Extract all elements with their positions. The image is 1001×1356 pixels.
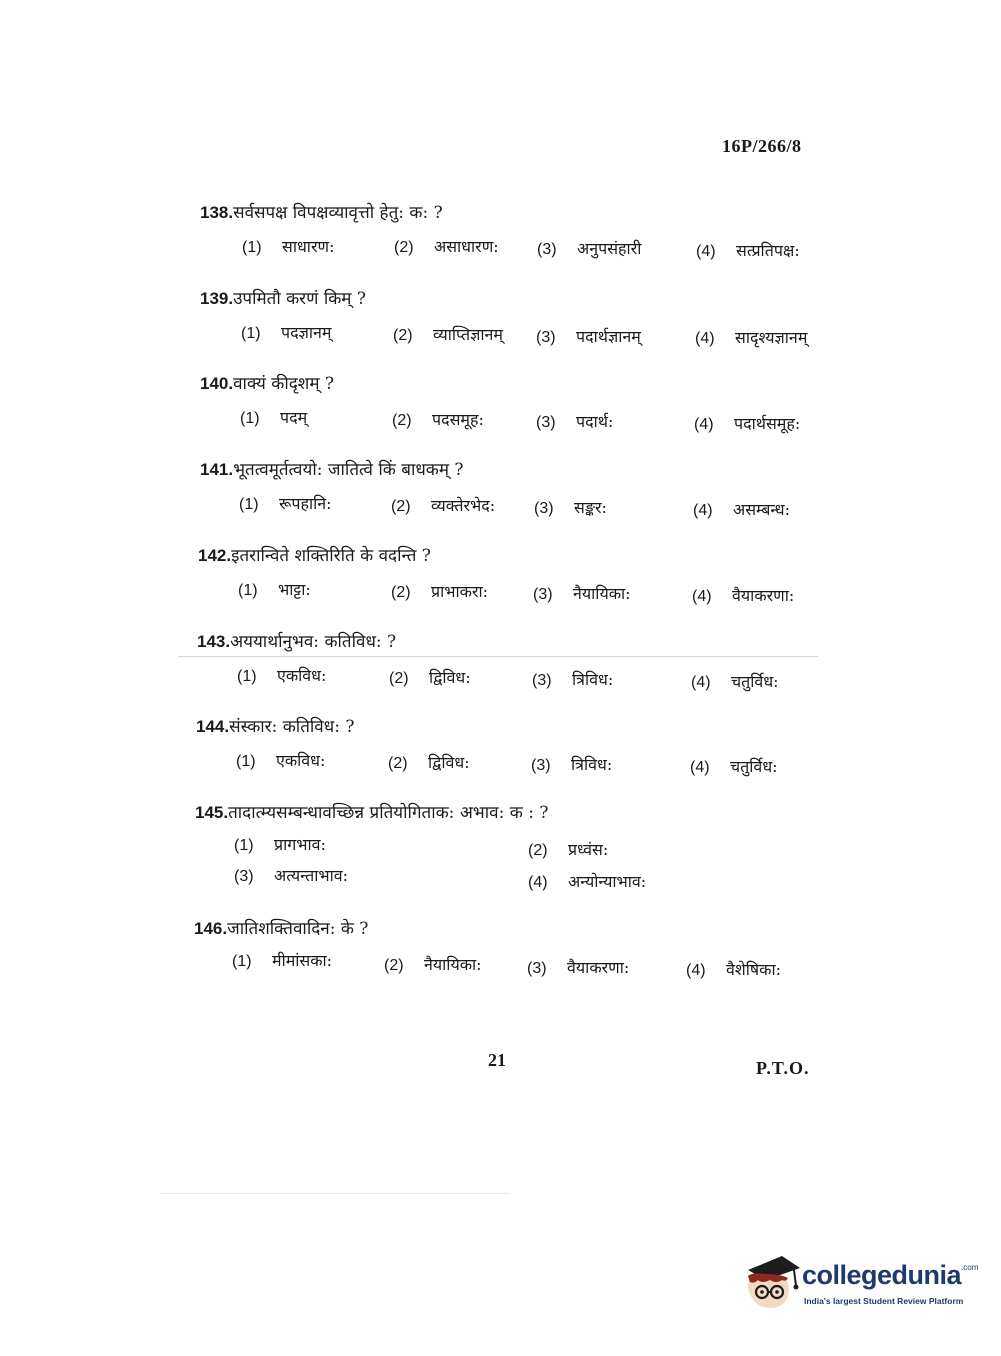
brand-tagline: India's largest Student Review Platform	[804, 1296, 964, 1306]
question-143	[0, 629, 1001, 709]
pto-label: P.T.O.	[756, 1058, 810, 1078]
option-1: (1) एकविध:	[236, 751, 326, 770]
option-1: (1) रूपहानि:	[239, 494, 332, 513]
brand-name: collegedunia$^{.com}$	[802, 1260, 979, 1290]
option-2: (2) व्याप्तिज्ञानम्	[393, 325, 503, 344]
question-stem: सर्वसपक्ष विपक्षव्यावृत्तो हेतु: क: ?	[233, 203, 443, 223]
option-4: (4) पदार्थसमूह:	[694, 414, 801, 433]
option-4: (4) सत्प्रतिपक्ष:	[696, 241, 800, 260]
option-1: (1) पदज्ञानम्	[241, 323, 332, 342]
mascot-icon	[742, 1252, 800, 1312]
option-2: (2) व्यक्तेरभेद:	[391, 496, 496, 515]
question-text	[194, 916, 368, 939]
question-number: 139.	[200, 289, 234, 308]
question-138	[0, 200, 1001, 280]
option-4: (4) चतुर्विध:	[690, 757, 778, 776]
question-stem: तादात्म्यसम्बन्धावच्छिन्न प्रतियोगिताक: अभाव: क : ?	[228, 803, 549, 823]
question-number: 141.	[200, 460, 234, 479]
question-stem: संस्कार: कतिविध: ?	[229, 717, 355, 737]
option-3: (3) वैयाकरणा:	[527, 958, 630, 977]
question-141	[0, 457, 1001, 537]
option-3: (3) अत्यन्ताभाव:	[234, 866, 349, 885]
question-number: 146.	[194, 919, 228, 938]
option-4: (4) वैशेषिका:	[686, 960, 781, 979]
option-4: (4) असम्बन्ध:	[693, 500, 791, 519]
question-number: 140.	[200, 374, 234, 393]
option-2: (2) प्रध्वंस:	[528, 840, 609, 859]
question-number: 145.	[195, 803, 229, 822]
option-2: (2) प्राभाकरा:	[391, 582, 489, 601]
option-4: (4) वैयाकरणा:	[692, 586, 795, 605]
question-stem: अययार्थानुभव: कतिविध: ?	[230, 632, 397, 652]
option-3: (3) त्रिविध:	[532, 670, 614, 689]
collegedunia-watermark	[742, 1252, 982, 1316]
question-stem: उपमितौ करणं किम् ?	[233, 289, 366, 309]
option-3: (3) सङ्कर:	[534, 498, 607, 517]
scan-artifact-line	[178, 656, 818, 657]
scan-artifact-line	[160, 1193, 510, 1194]
option-1: (1) प्रागभाव:	[234, 835, 326, 854]
option-3: (3) नैयायिका:	[533, 584, 631, 603]
option-2: (2) असाधारण:	[394, 237, 499, 256]
question-stem: इतरान्विते शक्तिरिति के वदन्ति ?	[231, 546, 431, 566]
question-text	[198, 543, 431, 566]
option-1: (1) भाट्टा:	[238, 580, 311, 599]
option-1: (1) पदम्	[240, 408, 308, 427]
question-144	[0, 714, 1001, 794]
option-4: (4) सादृश्यज्ञानम्	[695, 328, 808, 347]
question-stem: जातिशक्तिवादिन: के ?	[227, 919, 369, 939]
option-2: (2) नैयायिका:	[384, 955, 482, 974]
question-text	[197, 629, 396, 652]
option-3: (3) पदार्थ:	[536, 412, 614, 431]
paper-code: 16P/266/8	[722, 136, 802, 156]
question-146	[0, 916, 1001, 996]
question-text	[200, 286, 366, 309]
option-2: (2) द्विविध:	[388, 753, 470, 772]
question-number: 144.	[196, 717, 230, 736]
option-1: (1) मीमांसका:	[232, 951, 333, 970]
page-number: 21	[488, 1050, 506, 1070]
question-text	[195, 800, 548, 823]
option-4: (4) चतुर्विध:	[691, 672, 779, 691]
question-number: 138.	[200, 203, 234, 222]
question-145	[0, 800, 1001, 900]
question-text	[196, 714, 354, 737]
question-stem: वाक्यं कीदृशम् ?	[233, 374, 335, 394]
option-2: (2) पदसमूह:	[392, 410, 484, 429]
option-3: (3) त्रिविध:	[531, 755, 613, 774]
question-142	[0, 543, 1001, 623]
question-number: 143.	[197, 632, 231, 651]
option-1: (1) साधारण:	[242, 237, 335, 256]
question-text	[200, 457, 464, 480]
option-3: (3) पदार्थज्ञानम्	[536, 327, 641, 346]
question-140	[0, 371, 1001, 451]
option-2: (2) द्विविध:	[389, 668, 471, 687]
question-text	[200, 371, 334, 394]
question-stem: भूतत्वमूर्तत्वयो: जातित्वे किं बाधकम् ?	[233, 460, 464, 480]
option-4: (4) अन्योन्याभाव:	[528, 872, 647, 891]
question-number: 142.	[198, 546, 232, 565]
option-3: (3) अनुपसंहारी	[537, 239, 642, 258]
question-139	[0, 286, 1001, 366]
option-1: (1) एकविध:	[237, 666, 327, 685]
question-text	[200, 200, 443, 223]
